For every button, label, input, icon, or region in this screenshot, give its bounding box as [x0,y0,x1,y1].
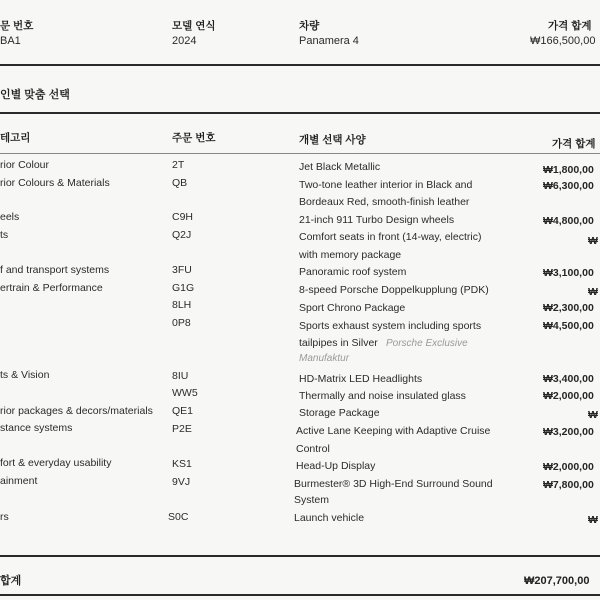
row-price: ₩2,000,00 [543,461,594,473]
row-code: KS1 [172,458,192,470]
row-category: ainment [0,475,38,487]
row-option: Head-Up Display [296,460,376,472]
row-option: Sport Chrono Package [299,302,406,314]
row-option-line2: Bordeaux Red, smooth-finish leather [299,196,470,208]
table-col-category: 테고리 [0,132,31,144]
row-code: 8IU [172,370,189,382]
row-option: Burmester® 3D High-End Surround Sound [294,478,493,490]
row-price: ₩4,800,00 [543,215,594,227]
row-category: eels [0,211,20,223]
row-category: rior Colours & Materials [0,177,110,189]
row-option: Two-tone leather interior in Black and [299,179,473,191]
row-option: Launch vehicle [294,512,365,524]
row-category: stance systems [0,422,73,434]
row-code: C9H [172,211,194,223]
row-category: fort & everyday usability [0,457,112,469]
row-option: Thermally and noise insulated glass [299,390,466,402]
row-price: ₩3,400,00 [543,373,594,385]
header-col-total-price: 가격 합계 [548,20,592,32]
row-category: rs [0,511,9,523]
row-option-line2: Control [296,443,330,455]
row-code: Q2J [172,229,192,241]
row-category: ts & Vision [0,369,50,381]
row-option: Panoramic roof system [299,266,407,278]
row-price: ₩7,800,00 [543,479,594,491]
row-code: 8LH [172,299,192,311]
total-value: ₩207,700,00 [524,575,590,587]
row-price: ₩1,800,00 [543,164,594,176]
row-price: ₩ [588,286,598,298]
row-option: Sports exhaust system including sports [299,320,482,332]
divider-bottom [0,594,600,596]
section-title: 인별 맞춤 선택 [0,89,70,101]
row-option: Storage Package [299,407,380,419]
row-price: ₩ [588,409,598,421]
row-option-line2: tailpipes in Silver [299,337,378,349]
header-col-order-number: 문 번호 [0,20,34,32]
divider-table-header [0,153,600,154]
row-category: rior Colour [0,159,50,171]
header-vehicle-value: Panamera 4 [299,35,359,47]
row-price: ₩3,200,00 [543,426,594,438]
row-option: Active Lane Keeping with Adaptive Cruise [296,425,491,437]
header-col-vehicle: 차량 [299,20,320,32]
row-option: 8-speed Porsche Doppelkupplung (PDK) [299,284,489,296]
header-col-model-year: 모델 연식 [172,20,216,32]
header-order-number-value: BA1 [0,35,21,47]
row-code: G1G [172,282,195,294]
row-option: Comfort seats in front (14-way, electric) [299,231,482,243]
row-category: rior packages & decors/materials [0,405,153,417]
total-label: 합계 [0,575,22,587]
divider-total [0,555,600,557]
row-code: 3FU [172,264,192,276]
row-category: f and transport systems [0,264,110,276]
row-code: QB [172,177,188,189]
table-col-order-number: 주문 번호 [172,132,216,144]
row-category: ertrain & Performance [0,282,103,294]
row-category: ts [0,229,9,241]
row-code: 9VJ [172,476,191,488]
row-option-note-line2: Manufaktur [299,353,350,364]
row-code: S0C [168,511,189,523]
row-price: ₩ [588,235,598,247]
row-code: WW5 [172,387,198,399]
row-option: 21-inch 911 Turbo Design wheels [299,214,455,226]
row-price: ₩ [588,514,598,526]
row-code: QE1 [172,405,194,417]
header-total-price-value: ₩166,500,00 [530,35,596,47]
row-option: Jet Black Metallic [299,161,381,173]
row-option: HD-Matrix LED Headlights [299,373,423,385]
table-col-price: 가격 합계 [552,138,596,150]
row-code: P2E [172,423,192,435]
divider-top [0,64,600,66]
row-option-note: Porsche Exclusive [386,338,468,349]
header-model-year-value: 2024 [172,35,197,47]
row-price: ₩2,000,00 [543,390,594,402]
row-code: 2T [172,159,185,171]
row-option-line2: System [294,494,330,506]
table-col-option: 개별 선택 사양 [299,134,366,146]
row-option-line2: with memory package [299,249,402,261]
row-price: ₩3,100,00 [543,267,594,279]
row-price: ₩4,500,00 [543,320,594,332]
row-price: ₩2,300,00 [543,302,594,314]
row-price: ₩6,300,00 [543,180,594,192]
divider-section [0,112,600,114]
row-code: 0P8 [172,317,191,329]
